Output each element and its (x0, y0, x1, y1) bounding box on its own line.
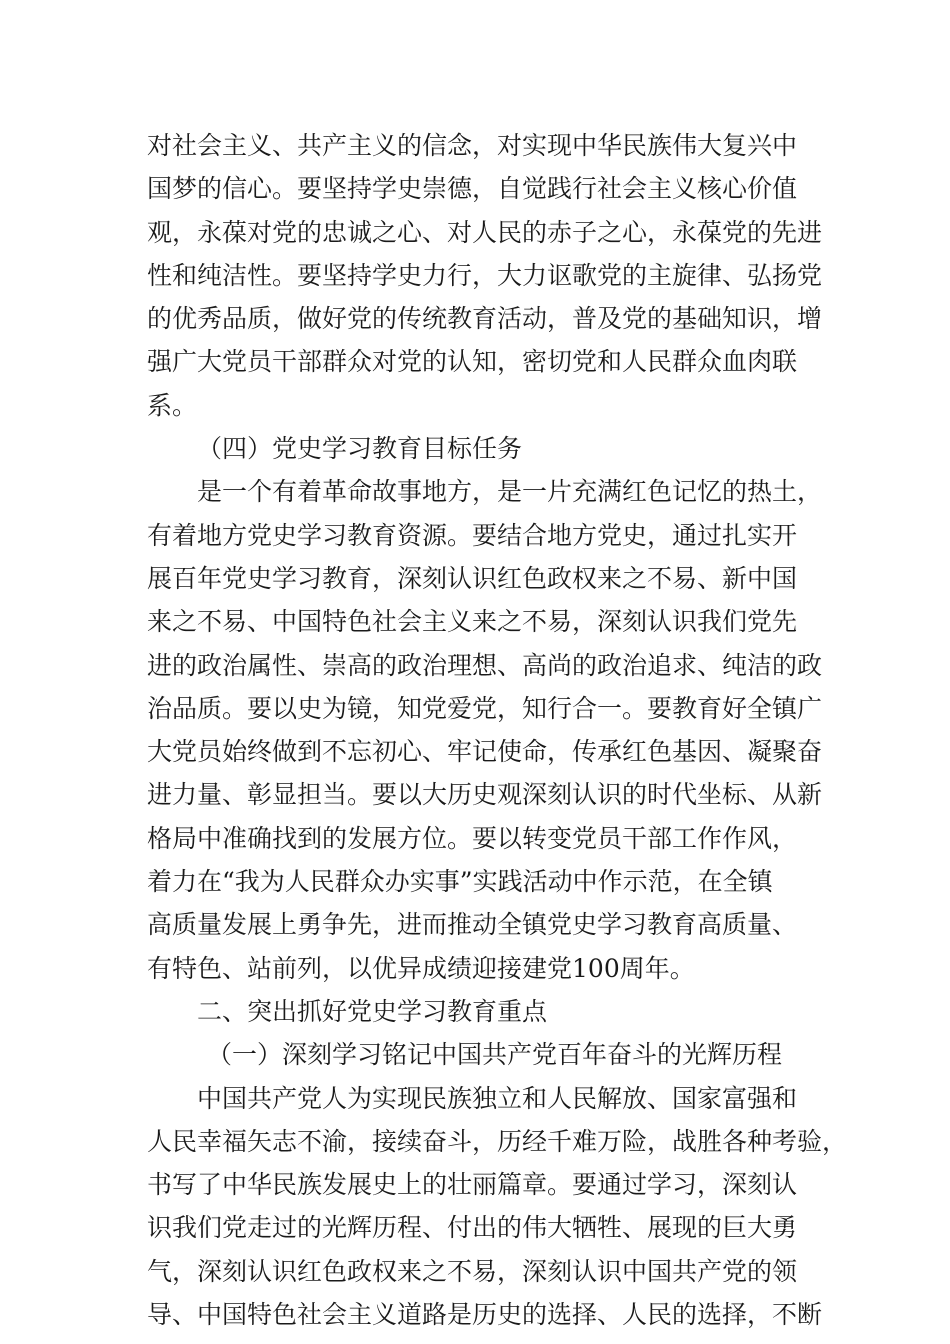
paragraph-first-line: 是一个有着革命故事地方，是一片充满红色记忆的热土， (197, 477, 823, 507)
body-line: 的优秀品质，做好党的传统教育活动，普及党的基础知识，增 (147, 304, 823, 334)
body-line: 来之不易、中国特色社会主义来之不易，深刻认识我们党先 (147, 607, 798, 637)
body-line: 高质量发展上勇争先，进而推动全镇党史学习教育高质量、 (147, 910, 798, 940)
body-line: 有着地方党史学习教育资源。要结合地方党史，通过扎实开 (147, 520, 798, 550)
body-line: 导、中国特色社会主义道路是历史的选择、人民的选择，不断 (147, 1300, 823, 1330)
body-line: 进力量、彰显担当。要以大历史观深刻认识的时代坐标、从新 (147, 780, 823, 810)
body-line: 大党员始终做到不忘初心、牢记使命，传承红色基因、凝聚奋 (147, 737, 823, 767)
body-line: 观，永葆对党的忠诚之心、对人民的赤子之心，永葆党的先进 (147, 217, 823, 247)
body-line: 强广大党员干部群众对党的认知，密切党和人民群众血肉联 (147, 347, 798, 377)
body-line: 国梦的信心。要坚持学史崇德，自觉践行社会主义核心价值 (147, 174, 798, 204)
section-heading: 二、突出抓好党史学习教育重点 (197, 996, 548, 1026)
body-line: 人民幸福矢志不渝，接续奋斗，历经千难万险，战胜各种考验， (147, 1126, 848, 1156)
body-line: 书写了中华民族发展史上的壮丽篇章。要通过学习，深刻认 (147, 1170, 798, 1200)
subsection-heading: （一）深刻学习铭记中国共产党百年奋斗的光辉历程 (207, 1040, 783, 1070)
body-line: 展百年党史学习教育，深刻认识红色政权来之不易、新中国 (147, 563, 798, 593)
section-heading: （四）党史学习教育目标任务 (197, 434, 523, 464)
body-line: 格局中准确找到的发展方位。要以转变党员干部工作作风， (147, 823, 798, 853)
body-line: 着力在“我为人民群众办实事”实践活动中作示范，在全镇 (147, 867, 773, 897)
body-line: 进的政治属性、崇高的政治理想、高尚的政治追求、纯洁的政 (147, 650, 823, 680)
body-line: 气，深刻认识红色政权来之不易，深刻认识中国共产党的领 (147, 1256, 798, 1286)
body-line: 性和纯洁性。要坚持学史力行，大力讴歌党的主旋律、弘扬党 (147, 260, 823, 290)
body-line: 对社会主义、共产主义的信念，对实现中华民族伟大复兴中 (147, 131, 798, 160)
document-body (147, 124, 848, 1336)
body-line: 系。 (147, 390, 198, 420)
body-line: 有特色、站前列，以优异成绩迎接建党100周年。 (147, 953, 695, 983)
paragraph-first-line: 中国共产党人为实现民族独立和人民解放、国家富强和 (197, 1083, 798, 1113)
body-line: 治品质。要以史为镜，知党爱党，知行合一。要教育好全镇广 (147, 693, 823, 723)
body-line: 识我们党走过的光辉历程、付出的伟大牺牲、展现的巨大勇 (147, 1213, 798, 1243)
